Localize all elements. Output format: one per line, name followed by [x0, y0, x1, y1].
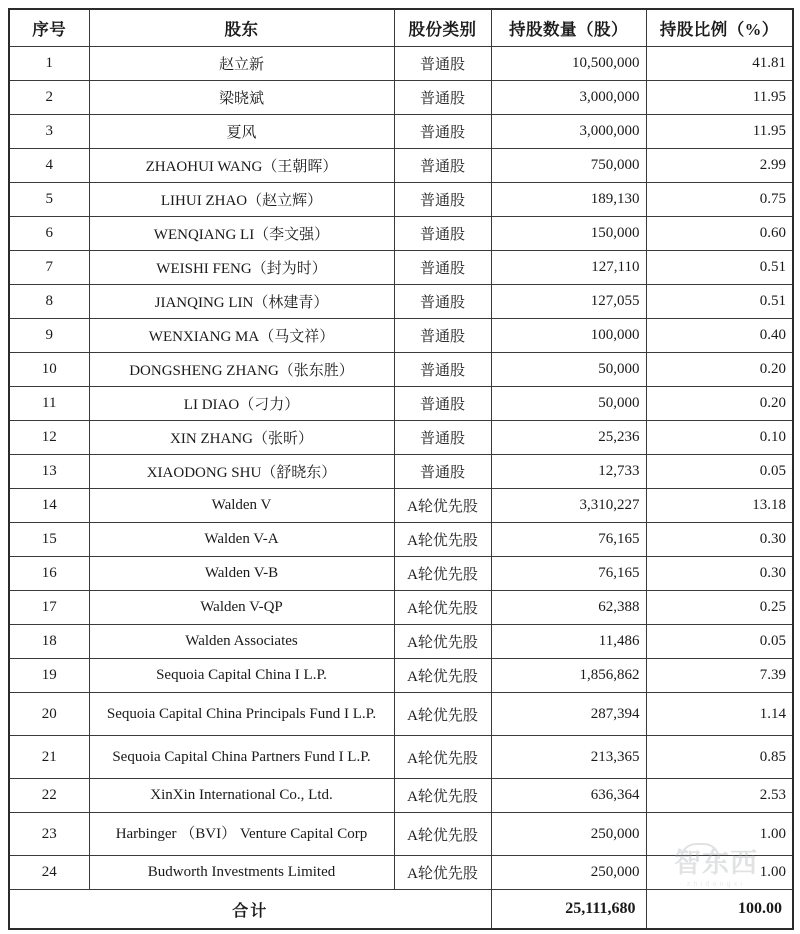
- cell-percentage: 0.51: [646, 251, 793, 285]
- cell-shareholder: 赵立新: [89, 47, 394, 81]
- header-row: [9, 9, 793, 47]
- cell-percentage: 0.25: [646, 591, 793, 625]
- cell-quantity: 250,000: [491, 813, 646, 856]
- cell-index: 24: [9, 856, 89, 890]
- cell-share-class: 普通股: [394, 251, 491, 285]
- cell-shareholder: Sequoia Capital China Partners Fund I L.P.: [89, 736, 394, 779]
- cell-index: 21: [9, 736, 89, 779]
- cell-share-class: 普通股: [394, 455, 491, 489]
- table-row: [9, 217, 793, 251]
- table-row: [9, 387, 793, 421]
- table-row: [9, 353, 793, 387]
- cell-index: 20: [9, 693, 89, 736]
- cell-share-class: A轮优先股: [394, 813, 491, 856]
- column-header-class: 股份类别: [394, 9, 491, 47]
- cell-quantity: 636,364: [491, 779, 646, 813]
- cell-share-class: A轮优先股: [394, 856, 491, 890]
- cell-percentage: 1.00: [646, 856, 793, 890]
- cell-shareholder: 夏风: [89, 115, 394, 149]
- cell-index: 18: [9, 625, 89, 659]
- cell-shareholder: LIHUI ZHAO（赵立辉）: [89, 183, 394, 217]
- cell-percentage: 0.05: [646, 625, 793, 659]
- cell-percentage: 11.95: [646, 115, 793, 149]
- total-row: [9, 890, 793, 930]
- table-header: [9, 9, 793, 47]
- cell-index: 19: [9, 659, 89, 693]
- column-header-pct: 持股比例（%）: [646, 9, 793, 47]
- cell-index: 11: [9, 387, 89, 421]
- cell-index: 17: [9, 591, 89, 625]
- cell-quantity: 76,165: [491, 557, 646, 591]
- cell-shareholder: Budworth Investments Limited: [89, 856, 394, 890]
- cell-share-class: 普通股: [394, 81, 491, 115]
- table-row: [9, 455, 793, 489]
- cell-shareholder: WENQIANG LI（李文强）: [89, 217, 394, 251]
- cell-shareholder: WEISHI FENG（封为时）: [89, 251, 394, 285]
- cell-percentage: 0.20: [646, 353, 793, 387]
- table-row: [9, 489, 793, 523]
- cell-percentage: 0.30: [646, 557, 793, 591]
- cell-share-class: 普通股: [394, 149, 491, 183]
- cell-percentage: 7.39: [646, 659, 793, 693]
- cell-index: 8: [9, 285, 89, 319]
- cell-share-class: A轮优先股: [394, 779, 491, 813]
- cell-share-class: A轮优先股: [394, 591, 491, 625]
- cell-quantity: 127,055: [491, 285, 646, 319]
- table-row: [9, 149, 793, 183]
- table-row: [9, 523, 793, 557]
- cell-percentage: 1.14: [646, 693, 793, 736]
- cell-index: 23: [9, 813, 89, 856]
- table-row: [9, 856, 793, 890]
- cell-share-class: A轮优先股: [394, 625, 491, 659]
- cell-share-class: A轮优先股: [394, 736, 491, 779]
- table-row: [9, 319, 793, 353]
- watermark-text-en: zhidongxi: [686, 881, 746, 888]
- cell-index: 6: [9, 217, 89, 251]
- cell-quantity: 750,000: [491, 149, 646, 183]
- cell-share-class: A轮优先股: [394, 523, 491, 557]
- table-row: [9, 625, 793, 659]
- table-row: [9, 659, 793, 693]
- table-row: [9, 285, 793, 319]
- cell-percentage: 0.10: [646, 421, 793, 455]
- column-header-qty: 持股数量（股）: [491, 9, 646, 47]
- cell-index: 4: [9, 149, 89, 183]
- cell-percentage: 1.00: [646, 813, 793, 856]
- cell-percentage: 0.40: [646, 319, 793, 353]
- cell-percentage: 0.85: [646, 736, 793, 779]
- cell-shareholder: Harbinger （BVI） Venture Capital Corp: [89, 813, 394, 856]
- table-row: [9, 813, 793, 856]
- cell-percentage: 2.99: [646, 149, 793, 183]
- cell-shareholder: XinXin International Co., Ltd.: [89, 779, 394, 813]
- cell-share-class: 普通股: [394, 319, 491, 353]
- cell-quantity: 189,130: [491, 183, 646, 217]
- cell-quantity: 3,310,227: [491, 489, 646, 523]
- cell-quantity: 10,500,000: [491, 47, 646, 81]
- table-row: [9, 591, 793, 625]
- cell-index: 15: [9, 523, 89, 557]
- table-row: [9, 736, 793, 779]
- cell-quantity: 1,856,862: [491, 659, 646, 693]
- cell-index: 22: [9, 779, 89, 813]
- column-header-name: 股东: [89, 9, 394, 47]
- table-body: [9, 47, 793, 890]
- total-quantity: 25,111,680: [491, 890, 646, 930]
- cell-share-class: A轮优先股: [394, 659, 491, 693]
- cell-shareholder: JIANQING LIN（林建青）: [89, 285, 394, 319]
- table-footer: [9, 890, 793, 930]
- cell-percentage: 2.53: [646, 779, 793, 813]
- cell-share-class: A轮优先股: [394, 489, 491, 523]
- cell-quantity: 50,000: [491, 387, 646, 421]
- cell-quantity: 213,365: [491, 736, 646, 779]
- cell-quantity: 3,000,000: [491, 81, 646, 115]
- cell-quantity: 287,394: [491, 693, 646, 736]
- table-row: [9, 81, 793, 115]
- cell-quantity: 250,000: [491, 856, 646, 890]
- cell-index: 13: [9, 455, 89, 489]
- cell-index: 2: [9, 81, 89, 115]
- cell-quantity: 11,486: [491, 625, 646, 659]
- cell-shareholder: Walden Associates: [89, 625, 394, 659]
- cell-shareholder: XIN ZHANG（张昕）: [89, 421, 394, 455]
- cell-index: 3: [9, 115, 89, 149]
- cell-quantity: 50,000: [491, 353, 646, 387]
- table-row: [9, 183, 793, 217]
- cell-quantity: 62,388: [491, 591, 646, 625]
- cell-quantity: 127,110: [491, 251, 646, 285]
- cell-index: 16: [9, 557, 89, 591]
- cell-percentage: 0.60: [646, 217, 793, 251]
- cell-quantity: 25,236: [491, 421, 646, 455]
- cell-percentage: 13.18: [646, 489, 793, 523]
- cell-index: 12: [9, 421, 89, 455]
- table-row: [9, 251, 793, 285]
- cell-share-class: 普通股: [394, 285, 491, 319]
- cell-share-class: A轮优先股: [394, 557, 491, 591]
- cell-share-class: 普通股: [394, 47, 491, 81]
- shareholders-table: [8, 8, 794, 930]
- table-row: [9, 115, 793, 149]
- cell-index: 5: [9, 183, 89, 217]
- cell-index: 9: [9, 319, 89, 353]
- cell-share-class: 普通股: [394, 115, 491, 149]
- cell-shareholder: WENXIANG MA（马文祥）: [89, 319, 394, 353]
- cell-shareholder: LI DIAO（刁力）: [89, 387, 394, 421]
- cell-quantity: 150,000: [491, 217, 646, 251]
- cell-shareholder: Walden V-QP: [89, 591, 394, 625]
- cell-shareholder: Sequoia Capital China I L.P.: [89, 659, 394, 693]
- cell-percentage: 0.30: [646, 523, 793, 557]
- table-row: [9, 557, 793, 591]
- cell-quantity: 3,000,000: [491, 115, 646, 149]
- cell-share-class: 普通股: [394, 183, 491, 217]
- table-row: [9, 421, 793, 455]
- cell-shareholder: 梁晓斌: [89, 81, 394, 115]
- total-label: 合计: [9, 890, 491, 930]
- cell-index: 14: [9, 489, 89, 523]
- column-header-index: 序号: [9, 9, 89, 47]
- total-percentage: 100.00: [646, 890, 793, 930]
- cell-share-class: 普通股: [394, 387, 491, 421]
- cell-share-class: 普通股: [394, 353, 491, 387]
- cell-quantity: 100,000: [491, 319, 646, 353]
- cell-shareholder: DONGSHENG ZHANG（张东胜）: [89, 353, 394, 387]
- cell-percentage: 11.95: [646, 81, 793, 115]
- cell-shareholder: Walden V-B: [89, 557, 394, 591]
- table-row: [9, 779, 793, 813]
- cell-index: 1: [9, 47, 89, 81]
- cell-shareholder: XIAODONG SHU（舒晓东）: [89, 455, 394, 489]
- table-row: [9, 693, 793, 736]
- cell-quantity: 12,733: [491, 455, 646, 489]
- cell-share-class: 普通股: [394, 421, 491, 455]
- cell-percentage: 0.51: [646, 285, 793, 319]
- cell-share-class: A轮优先股: [394, 693, 491, 736]
- cell-index: 7: [9, 251, 89, 285]
- cell-shareholder: Walden V-A: [89, 523, 394, 557]
- cell-shareholder: Walden V: [89, 489, 394, 523]
- cell-index: 10: [9, 353, 89, 387]
- cell-quantity: 76,165: [491, 523, 646, 557]
- cell-shareholder: ZHAOHUI WANG（王朝晖）: [89, 149, 394, 183]
- cell-percentage: 41.81: [646, 47, 793, 81]
- cell-shareholder: Sequoia Capital China Principals Fund I L.P.: [89, 693, 394, 736]
- watermark-text-cn: 智东西: [674, 848, 758, 879]
- cell-percentage: 0.75: [646, 183, 793, 217]
- cell-percentage: 0.05: [646, 455, 793, 489]
- cell-share-class: 普通股: [394, 217, 491, 251]
- cell-percentage: 0.20: [646, 387, 793, 421]
- table-row: [9, 47, 793, 81]
